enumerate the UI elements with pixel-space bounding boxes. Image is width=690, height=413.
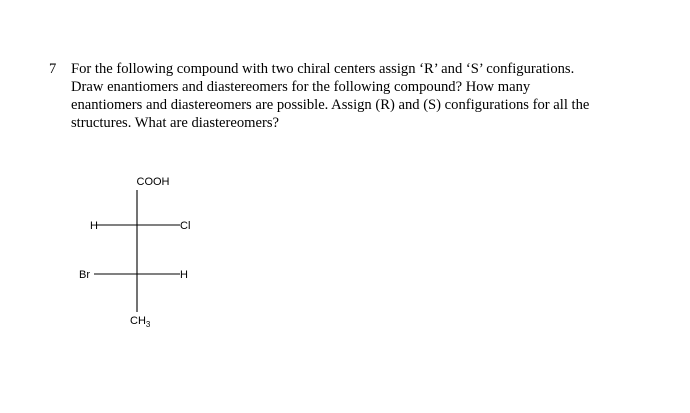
center1-left-group: H bbox=[90, 220, 98, 232]
question-line: Draw enantiomers and diastereomers for the following compound? How many bbox=[71, 79, 531, 95]
question-line: For the following compound with two chiral centers assign ‘R’ and ‘S’ configurations. bbox=[71, 61, 575, 77]
bottom-group-label bbox=[130, 315, 151, 329]
top-group-label: COOH bbox=[136, 176, 170, 188]
question-line: structures. What are diastereomers? bbox=[71, 115, 280, 131]
center1-right-group: Cl bbox=[180, 220, 191, 232]
question-line: enantiomers and diastereomers are possible. Assign (R) and (S) configurations for all the bbox=[71, 97, 590, 113]
center2-left-group: Br bbox=[79, 269, 90, 281]
bottom-group-subscript: 3 bbox=[145, 320, 151, 329]
question-number: 7 bbox=[49, 61, 57, 77]
center2-right-group: H bbox=[180, 269, 188, 281]
bottom-group-main: CH bbox=[130, 315, 146, 327]
